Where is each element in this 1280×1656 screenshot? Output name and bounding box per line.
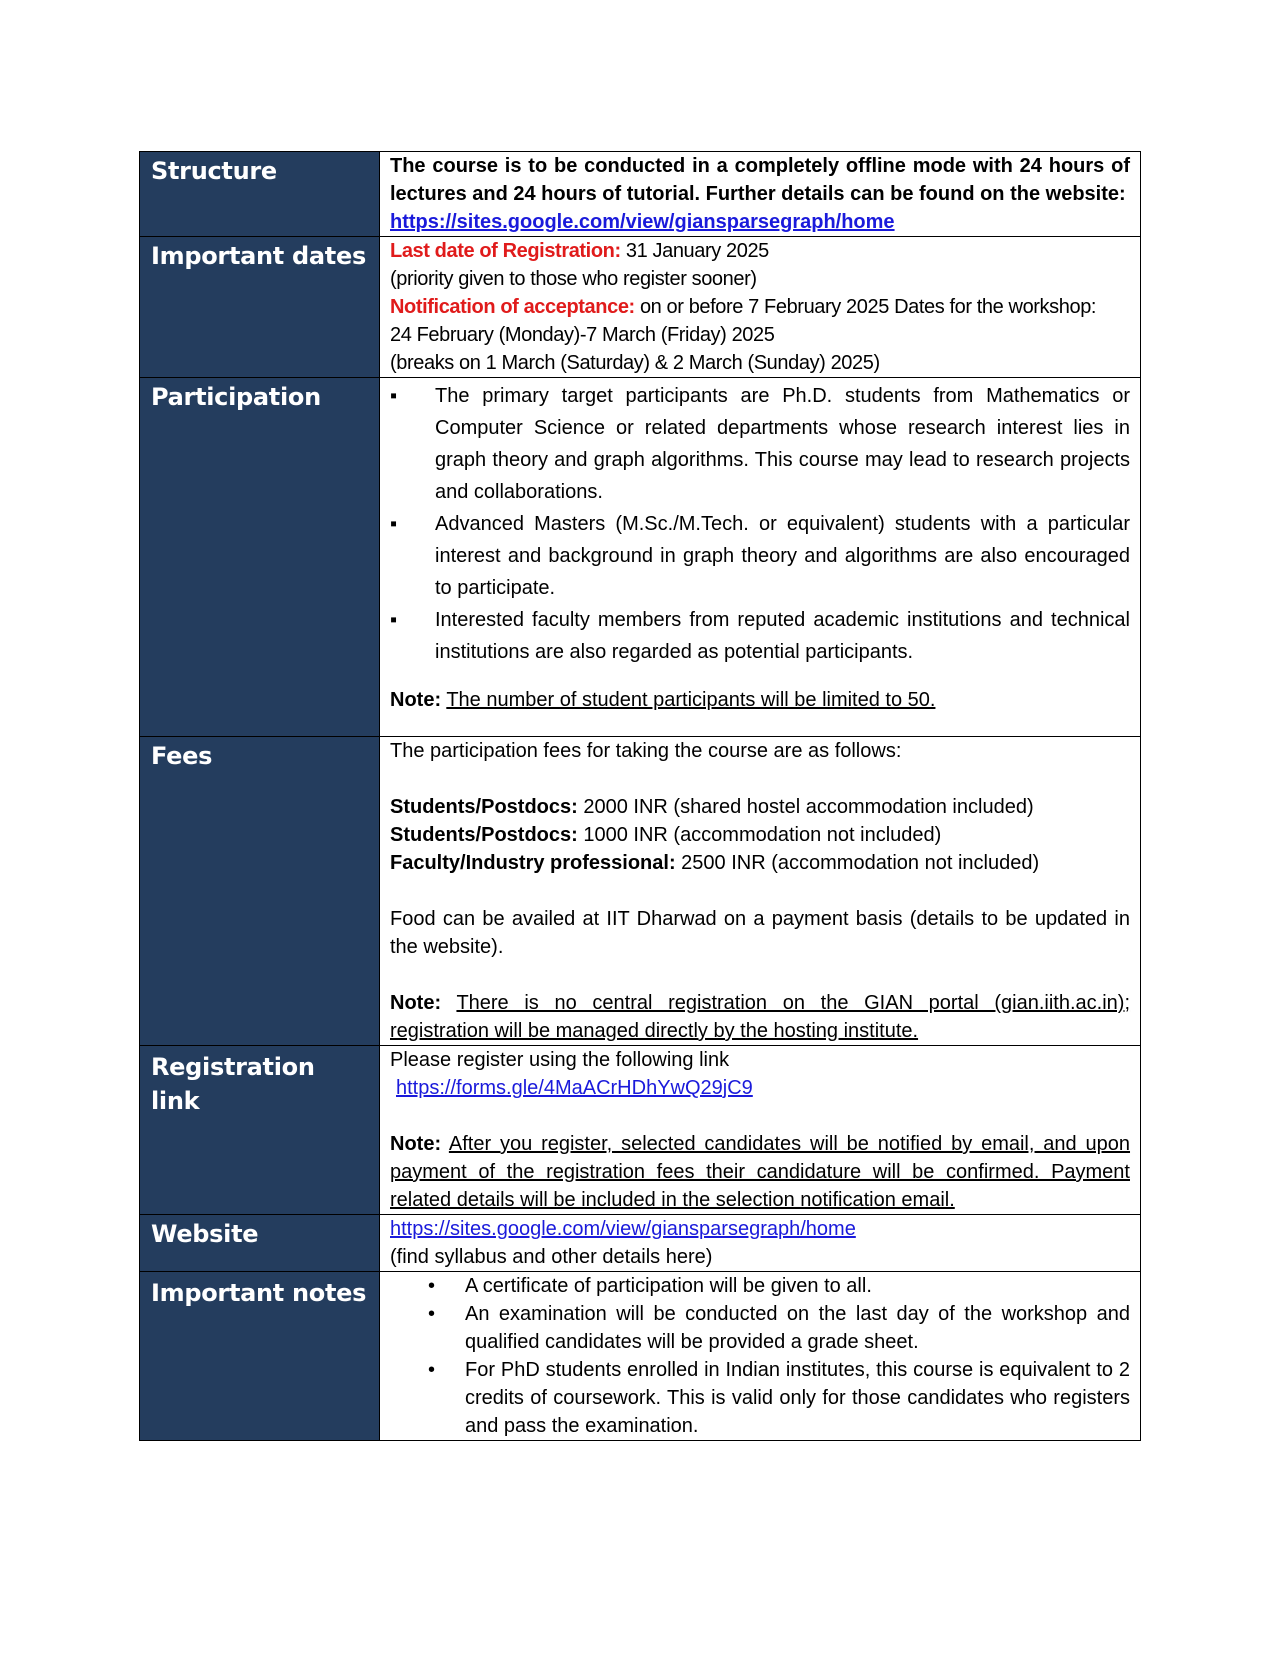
list-item: • A certificate of participation will be given to all.	[390, 1272, 1130, 1300]
label-website: Website	[140, 1215, 380, 1272]
fee-item: Students/Postdocs: 2000 INR (shared hostel accommodation included)	[390, 796, 1034, 818]
list-item: ▪ Interested faculty members from reputed academic institutions and technical institutions are also regarded as potential participants.	[390, 604, 1130, 668]
row-structure	[140, 152, 1141, 237]
breaks-note: (breaks on 1 March (Saturday) & 2 March (Sunday) 2025)	[390, 352, 880, 374]
structure-text: The course is to be conducted in a completely offline mode with 24 hours of lectures and 24 hours of tutorial. Further details can be found on the website:	[390, 155, 1130, 205]
label-fees: Fees	[140, 737, 380, 1046]
fee-item: Students/Postdocs: 1000 INR (accommodation not included)	[390, 824, 942, 846]
note-text: There is no central registration on the GIAN portal (gian.iith.ac.in); registration will be managed directly by the hosting institute.	[390, 992, 1131, 1042]
square-bullet-icon: ▪	[390, 385, 398, 407]
content-fees	[380, 737, 1141, 1046]
structure-website-link[interactable]: https://sites.google.com/view/giansparsegraph/home	[390, 211, 895, 233]
square-bullet-icon: ▪	[390, 609, 398, 631]
note-text: After you register, selected candidates will be notified by email, and upon payment of the registration fees their candidature will be confirmed. Payment related details will be included in the selection notification email.	[390, 1133, 1131, 1211]
content-registration-link	[380, 1046, 1141, 1215]
registration-intro: Please register using the following link	[390, 1049, 730, 1071]
list-item: ▪ The primary target participants are Ph.D. students from Mathematics or Computer Science or related departments whose research interest lies in graph theory and graph algorithms. This course may lead to research projects and collaborations.	[390, 380, 1130, 508]
label-important-notes: Important notes	[140, 1272, 380, 1441]
label-participation: Participation	[140, 378, 380, 737]
content-important-dates	[380, 237, 1141, 378]
list-item: • For PhD students enrolled in Indian institutes, this course is equivalent to 2 credits of coursework. This is valid only for those candidates who registers and pass the examination.	[390, 1356, 1130, 1440]
content-website	[380, 1215, 1141, 1272]
row-fees	[140, 737, 1141, 1046]
fee-item: Faculty/Industry professional: 2500 INR (accommodation not included)	[390, 852, 1040, 874]
list-item: • An examination will be conducted on the last day of the workshop and qualified candidates will be provided a grade sheet.	[390, 1300, 1130, 1356]
label-structure: Structure	[140, 152, 380, 237]
notification-date	[390, 293, 1130, 321]
row-important-dates	[140, 237, 1141, 378]
participation-note	[390, 686, 1130, 714]
note-label: Note:	[390, 992, 442, 1014]
workshop-dates: 24 February (Monday)-7 March (Friday) 2025	[390, 324, 775, 346]
bullet-icon: •	[428, 1359, 436, 1381]
content-structure	[380, 152, 1141, 237]
note-text: The number of student participants will be limited to 50.	[446, 689, 936, 711]
important-notes-list	[390, 1272, 1130, 1440]
bullet-icon: •	[428, 1275, 436, 1297]
registration-deadline-label: Last date of Registration:	[390, 240, 621, 262]
row-participation	[140, 378, 1141, 737]
list-item: ▪ Advanced Masters (M.Sc./M.Tech. or equivalent) students with a particular interest and background in graph theory and algorithms are also encouraged to participate.	[390, 508, 1130, 604]
note-label: Note:	[390, 689, 442, 711]
content-participation	[380, 378, 1141, 737]
content-important-notes	[380, 1272, 1141, 1441]
workshop-info-table	[139, 151, 1141, 1441]
registration-form-link[interactable]: https://forms.gle/4MaACrHDhYwQ29jC9	[396, 1077, 753, 1099]
fees-intro: The participation fees for taking the course are as follows:	[390, 740, 902, 762]
bullet-icon: •	[428, 1303, 436, 1325]
label-registration-link: Registration link	[140, 1046, 380, 1215]
square-bullet-icon: ▪	[390, 513, 398, 535]
notification-label: Notification of acceptance:	[390, 296, 635, 318]
fees-note	[390, 989, 1130, 1045]
participation-list	[390, 380, 1130, 668]
row-website	[140, 1215, 1141, 1272]
food-note: Food can be availed at IIT Dharwad on a payment basis (details to be updated in the website).	[390, 908, 1130, 958]
registration-note	[390, 1130, 1130, 1214]
row-important-notes	[140, 1272, 1141, 1441]
registration-deadline-value: 31 January 2025	[620, 240, 769, 262]
website-caption: (find syllabus and other details here)	[390, 1246, 713, 1268]
website-link[interactable]: https://sites.google.com/view/giansparsegraph/home	[390, 1218, 856, 1240]
priority-note: (priority given to those who register sooner)	[390, 268, 757, 290]
notification-value: on or before 7 February 2025 Dates for the workshop:	[634, 296, 1097, 318]
registration-deadline	[390, 237, 1130, 265]
label-important-dates: Important dates	[140, 237, 380, 378]
note-label: Note:	[390, 1133, 442, 1155]
row-registration-link	[140, 1046, 1141, 1215]
